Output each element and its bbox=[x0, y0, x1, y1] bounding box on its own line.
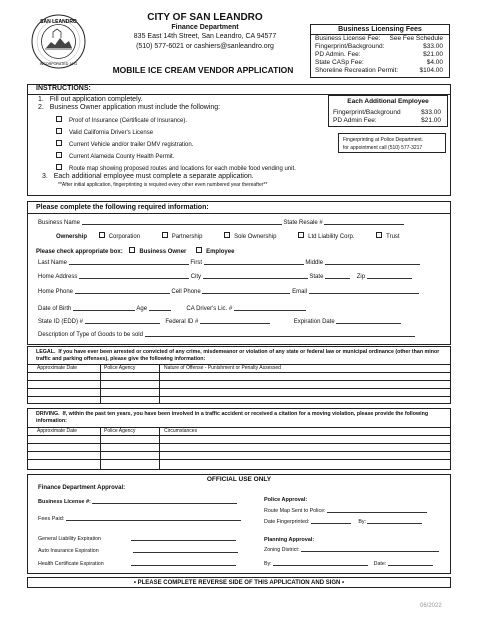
home-phone-field[interactable] bbox=[75, 288, 170, 294]
fingerprint-note-1: Fingerprinting at Police Department. bbox=[343, 137, 424, 143]
reverse-side-note: • PLEASE COMPLETE REVERSE SIDE OF THIS APPLICATION AND SIGN • bbox=[133, 579, 345, 586]
dob-row: Date of Birth Age CA Driver's Lic. # bbox=[38, 305, 306, 312]
address-row: Home Address City State Zip bbox=[38, 273, 412, 280]
police-approval-label: Police Approval: bbox=[264, 497, 308, 503]
role-row: Please check appropriate box: Business Owner Employee bbox=[36, 249, 235, 255]
city-field[interactable] bbox=[203, 273, 308, 279]
fingerprint-note-box bbox=[338, 133, 446, 153]
checklist-item[interactable]: Route map showing proposed routes and locations for each mobile food vending unit. bbox=[56, 164, 296, 172]
date-of-birth-field[interactable] bbox=[73, 305, 135, 311]
driving-statement: DRIVING. If, within the past ten years, you have been involved in a traffic accident or received a citation for a moving violation, please provide the following information: bbox=[36, 411, 429, 424]
ownership-option-sole[interactable]: Sole Ownership bbox=[224, 234, 276, 240]
business-name-row: Business Name State Resale # bbox=[38, 219, 404, 226]
department-contact: (510) 577-6021 or cashiers@sanleandro.org bbox=[136, 43, 274, 50]
checkbox[interactable] bbox=[56, 140, 62, 146]
form-title: MOBILE ICE CREAM VENDOR APPLICATION bbox=[112, 65, 294, 75]
general-liability-row: General Liability Expiration bbox=[38, 535, 236, 542]
checkbox[interactable] bbox=[56, 116, 62, 122]
department-address: 835 East 14th Street, San Leandro, CA 94577 bbox=[133, 33, 277, 40]
svg-text:SAN LEANDRO: SAN LEANDRO bbox=[40, 19, 77, 25]
fingerprint-note-2: for appointment call (510) 577-3217 bbox=[343, 145, 423, 151]
expiration-date-field[interactable] bbox=[336, 318, 401, 324]
fees-paid-field[interactable] bbox=[66, 515, 241, 521]
additional-employee-box bbox=[328, 95, 448, 127]
id-row: State ID (EDD) # Federal ID # Expiration Date bbox=[38, 318, 401, 325]
federal-id-field[interactable] bbox=[200, 318, 270, 324]
planning-date-field[interactable] bbox=[388, 560, 433, 566]
legal-statement: LEGAL. If you have ever been arrested or convicted of any crime, misdemeanor or violation of any state or federal law or municipal ordinance (other than minor traffic and parking offenses), please give the following information: bbox=[36, 349, 440, 362]
checkbox[interactable] bbox=[224, 232, 230, 238]
checkbox[interactable] bbox=[162, 232, 168, 238]
state-resale-field[interactable] bbox=[324, 219, 404, 225]
email-field[interactable] bbox=[309, 288, 419, 294]
instruction-item-2: 2. Business Owner application must include the following: bbox=[38, 104, 221, 111]
fee-row: Business License Fee: See Fee Schedule bbox=[315, 35, 443, 42]
driving-box bbox=[27, 408, 451, 470]
state-id-field[interactable] bbox=[85, 318, 160, 324]
checkbox[interactable] bbox=[129, 247, 135, 253]
health-cert-field[interactable] bbox=[131, 560, 236, 566]
planning-by-row: By: Date: bbox=[264, 560, 433, 567]
legal-box bbox=[27, 346, 451, 404]
business-name-field[interactable] bbox=[82, 219, 282, 225]
phone-row: Home Phone Cell Phone Email bbox=[38, 288, 419, 295]
ownership-option-llc[interactable]: Ltd Liability Corp. bbox=[298, 234, 354, 240]
first-name-field[interactable] bbox=[204, 259, 304, 265]
fee-row: PD Admin. Fee: $21.00 bbox=[315, 51, 443, 58]
employee-fees-title: Each Additional Employee bbox=[347, 98, 429, 105]
fees-paid-row: Fees Paid: bbox=[38, 515, 241, 522]
reverse-side-banner bbox=[27, 577, 451, 588]
driving-col-date: Approximate Date bbox=[37, 428, 78, 434]
fee-row: State CASp Fee: $4.00 bbox=[315, 59, 443, 66]
checklist-item[interactable]: Current Vehicle and/or trailer DMV registration. bbox=[56, 140, 193, 148]
checkbox[interactable] bbox=[56, 128, 62, 134]
last-name-field[interactable] bbox=[69, 259, 189, 265]
auto-insurance-field[interactable] bbox=[133, 547, 238, 553]
checkbox[interactable] bbox=[56, 152, 62, 158]
auto-insurance-row: Auto Insurance Expiration bbox=[38, 547, 238, 554]
age-field[interactable] bbox=[149, 305, 171, 311]
city-seal-icon bbox=[31, 14, 86, 69]
date-fingerprinted-field[interactable] bbox=[311, 518, 351, 524]
checklist-item[interactable]: Current Alameda County Health Permit. bbox=[56, 152, 174, 160]
city-name: CITY OF SAN LEANDRO bbox=[147, 12, 263, 23]
role-option-owner[interactable]: Business Owner bbox=[129, 249, 186, 255]
zip-field[interactable] bbox=[367, 273, 412, 279]
instruction-item-1: 1. Fill out application completely. bbox=[38, 96, 143, 103]
cell-phone-field[interactable] bbox=[202, 288, 290, 294]
state-field[interactable] bbox=[325, 273, 350, 279]
ownership-option-corporation[interactable]: Corporation bbox=[99, 234, 140, 240]
fee-row: Shoreline Recreation Permit: $104.00 bbox=[315, 67, 443, 74]
drivers-license-field[interactable] bbox=[234, 305, 306, 311]
required-info-box bbox=[27, 201, 451, 345]
ownership-row: Ownership Corporation Partnership Sole Ownership Ltd Liability Corp. Trust bbox=[56, 234, 400, 240]
goods-description-field[interactable] bbox=[145, 331, 415, 337]
instructions-heading: INSTRUCTIONS: bbox=[36, 85, 91, 92]
checklist-item[interactable]: Valid California Driver's License bbox=[56, 128, 153, 136]
fingerprinted-by-field[interactable] bbox=[367, 518, 422, 524]
department-name: Finance Department bbox=[171, 24, 239, 31]
planning-approval-label: Planning Approval: bbox=[264, 537, 315, 543]
zoning-district-field[interactable] bbox=[301, 546, 439, 552]
goods-row: Description of Type of Goods to be sold bbox=[38, 331, 415, 338]
checkbox[interactable] bbox=[56, 164, 62, 170]
fee-row: Fingerprint/Background: $33.00 bbox=[315, 43, 443, 50]
health-cert-row: Health Certificate Expiration bbox=[38, 560, 236, 567]
official-use-heading: OFFICIAL USE ONLY bbox=[206, 476, 272, 483]
general-liability-field[interactable] bbox=[131, 535, 236, 541]
checkbox[interactable] bbox=[99, 232, 105, 238]
checkbox[interactable] bbox=[376, 232, 382, 238]
fee-row: PD Admin Fee: $21.00 bbox=[333, 117, 441, 124]
planning-by-field[interactable] bbox=[273, 560, 368, 566]
business-licensing-fees-box bbox=[310, 24, 450, 78]
driving-col-circumstances: Circumstances bbox=[164, 428, 198, 434]
route-map-field[interactable] bbox=[327, 507, 427, 513]
fees-title: Business Licensing Fees bbox=[338, 26, 422, 33]
legal-col-nature: Nature of Offense - Punishment or Penalty Assessed bbox=[164, 365, 281, 371]
date-fingerprinted-row: Date Fingerprinted: By: bbox=[264, 518, 422, 525]
fingerprint-footnote: **After initial application, fingerprinting is required every other even numbered year thereafter** bbox=[58, 182, 268, 188]
instruction-item-3: 3. Each additional employee must complete a separate application. bbox=[42, 173, 254, 180]
legal-col-date: Approximate Date bbox=[37, 365, 78, 371]
official-use-box bbox=[27, 474, 451, 574]
ownership-option-partnership[interactable]: Partnership bbox=[162, 234, 203, 240]
home-address-field[interactable] bbox=[79, 273, 189, 279]
driving-col-agency: Police Agency bbox=[104, 428, 136, 434]
finance-approval-label: Finance Department Approval: bbox=[38, 485, 126, 491]
business-license-field[interactable] bbox=[92, 498, 237, 504]
checkbox[interactable] bbox=[298, 232, 304, 238]
revision-date: 06/2022 bbox=[420, 603, 442, 609]
checkbox[interactable] bbox=[196, 247, 202, 253]
business-license-row: Business License #: bbox=[38, 498, 237, 505]
zoning-district-row: Zoning District: bbox=[264, 546, 439, 553]
fee-row: Fingerprint/Background $33.00 bbox=[333, 109, 441, 116]
instructions-box bbox=[27, 84, 451, 196]
middle-name-field[interactable] bbox=[325, 259, 420, 265]
route-map-row: Route Map Sent to Police: bbox=[264, 507, 427, 514]
ownership-option-trust[interactable]: Trust bbox=[376, 234, 399, 240]
name-row: Last Name First Middle bbox=[38, 259, 420, 266]
checklist-item[interactable]: Proof of Insurance (Certificate of Insurance). bbox=[56, 116, 187, 124]
legal-col-agency: Police Agency bbox=[104, 365, 136, 371]
svg-text:INCORPORATED 1872: INCORPORATED 1872 bbox=[39, 62, 78, 66]
required-info-heading: Please complete the following required information: bbox=[36, 204, 209, 211]
role-option-employee[interactable]: Employee bbox=[196, 249, 234, 255]
